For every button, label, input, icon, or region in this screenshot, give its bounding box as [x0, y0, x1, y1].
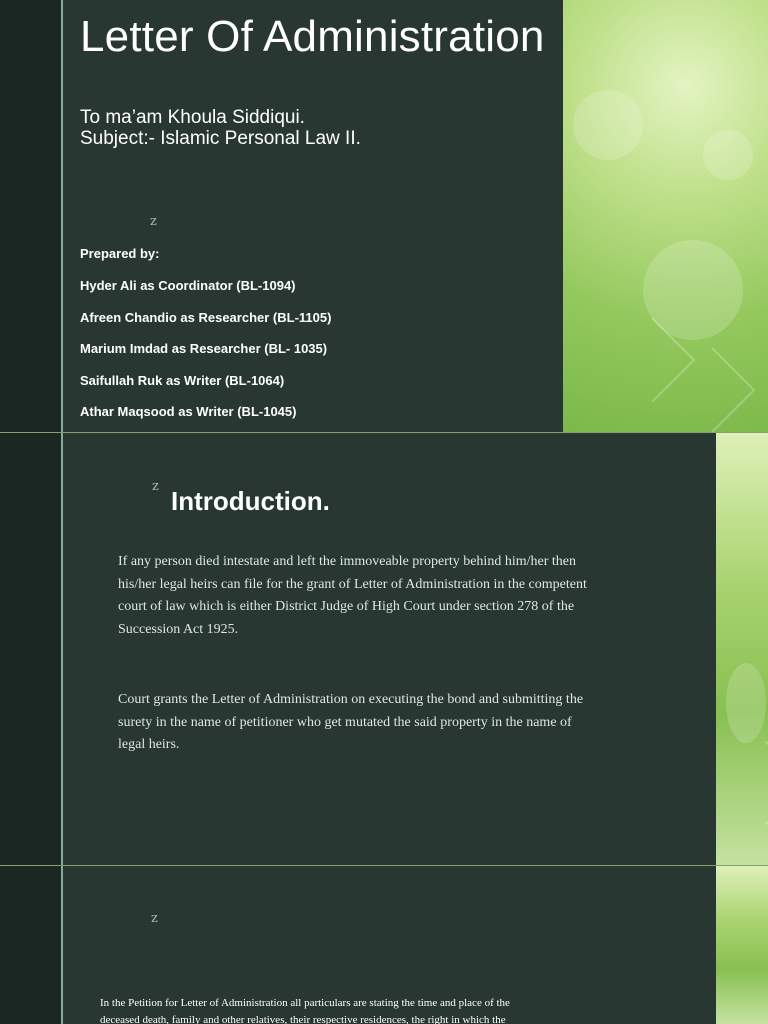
- left-band: [0, 0, 61, 432]
- team-member: Hyder Ali as Coordinator (BL-1094): [80, 278, 296, 293]
- team-member: Saifullah Ruk as Writer (BL-1064): [80, 373, 285, 388]
- z-marker: z: [151, 911, 158, 926]
- team-member: Afreen Chandio as Researcher (BL-1105): [80, 310, 332, 325]
- team-member: Athar Maqsood as Writer (BL-1045): [80, 404, 297, 419]
- prepared-by-label: Prepared by:: [80, 246, 160, 261]
- left-band: [0, 866, 61, 1024]
- left-band: [0, 433, 61, 865]
- title-slide: [0, 0, 768, 432]
- team-member: Marium Imdad as Researcher (BL- 1035): [80, 341, 328, 356]
- green-decorative-band: [563, 0, 768, 432]
- chevron-decoration: [724, 741, 768, 826]
- slide-title: Letter Of Administration: [80, 12, 545, 61]
- introduction-slide: [0, 433, 768, 865]
- green-decorative-band: [716, 866, 768, 1024]
- intro-paragraph: Court grants the Letter of Administration on executing the bond and submitting the surety in the name of petitioner who get mutated the said property in the name of legal heirs.: [118, 692, 584, 752]
- petition-paragraph: In the Petition for Letter of Administration all particulars are stating the time and place of the deceased death, family and other relatives, their respective residences, the right in which the: [100, 997, 510, 1024]
- green-decorative-band: [716, 433, 768, 865]
- intro-paragraph: If any person died intestate and left the immoveable property behind him/her then his/her legal heirs can file for the grant of Letter of Administration in the competent court of law which is either District Judge of High Court under section 278 of the Succession Act 1925.: [118, 554, 587, 637]
- content-panel: [63, 0, 563, 432]
- z-marker: z: [150, 214, 157, 229]
- content-panel: [63, 433, 716, 865]
- subject-line: Subject:- Islamic Personal Law II.: [80, 128, 361, 149]
- recipient-line: To ma’am Khoula Siddiqui.: [80, 107, 305, 128]
- section-heading: Introduction.: [171, 486, 330, 516]
- z-marker: z: [152, 479, 159, 494]
